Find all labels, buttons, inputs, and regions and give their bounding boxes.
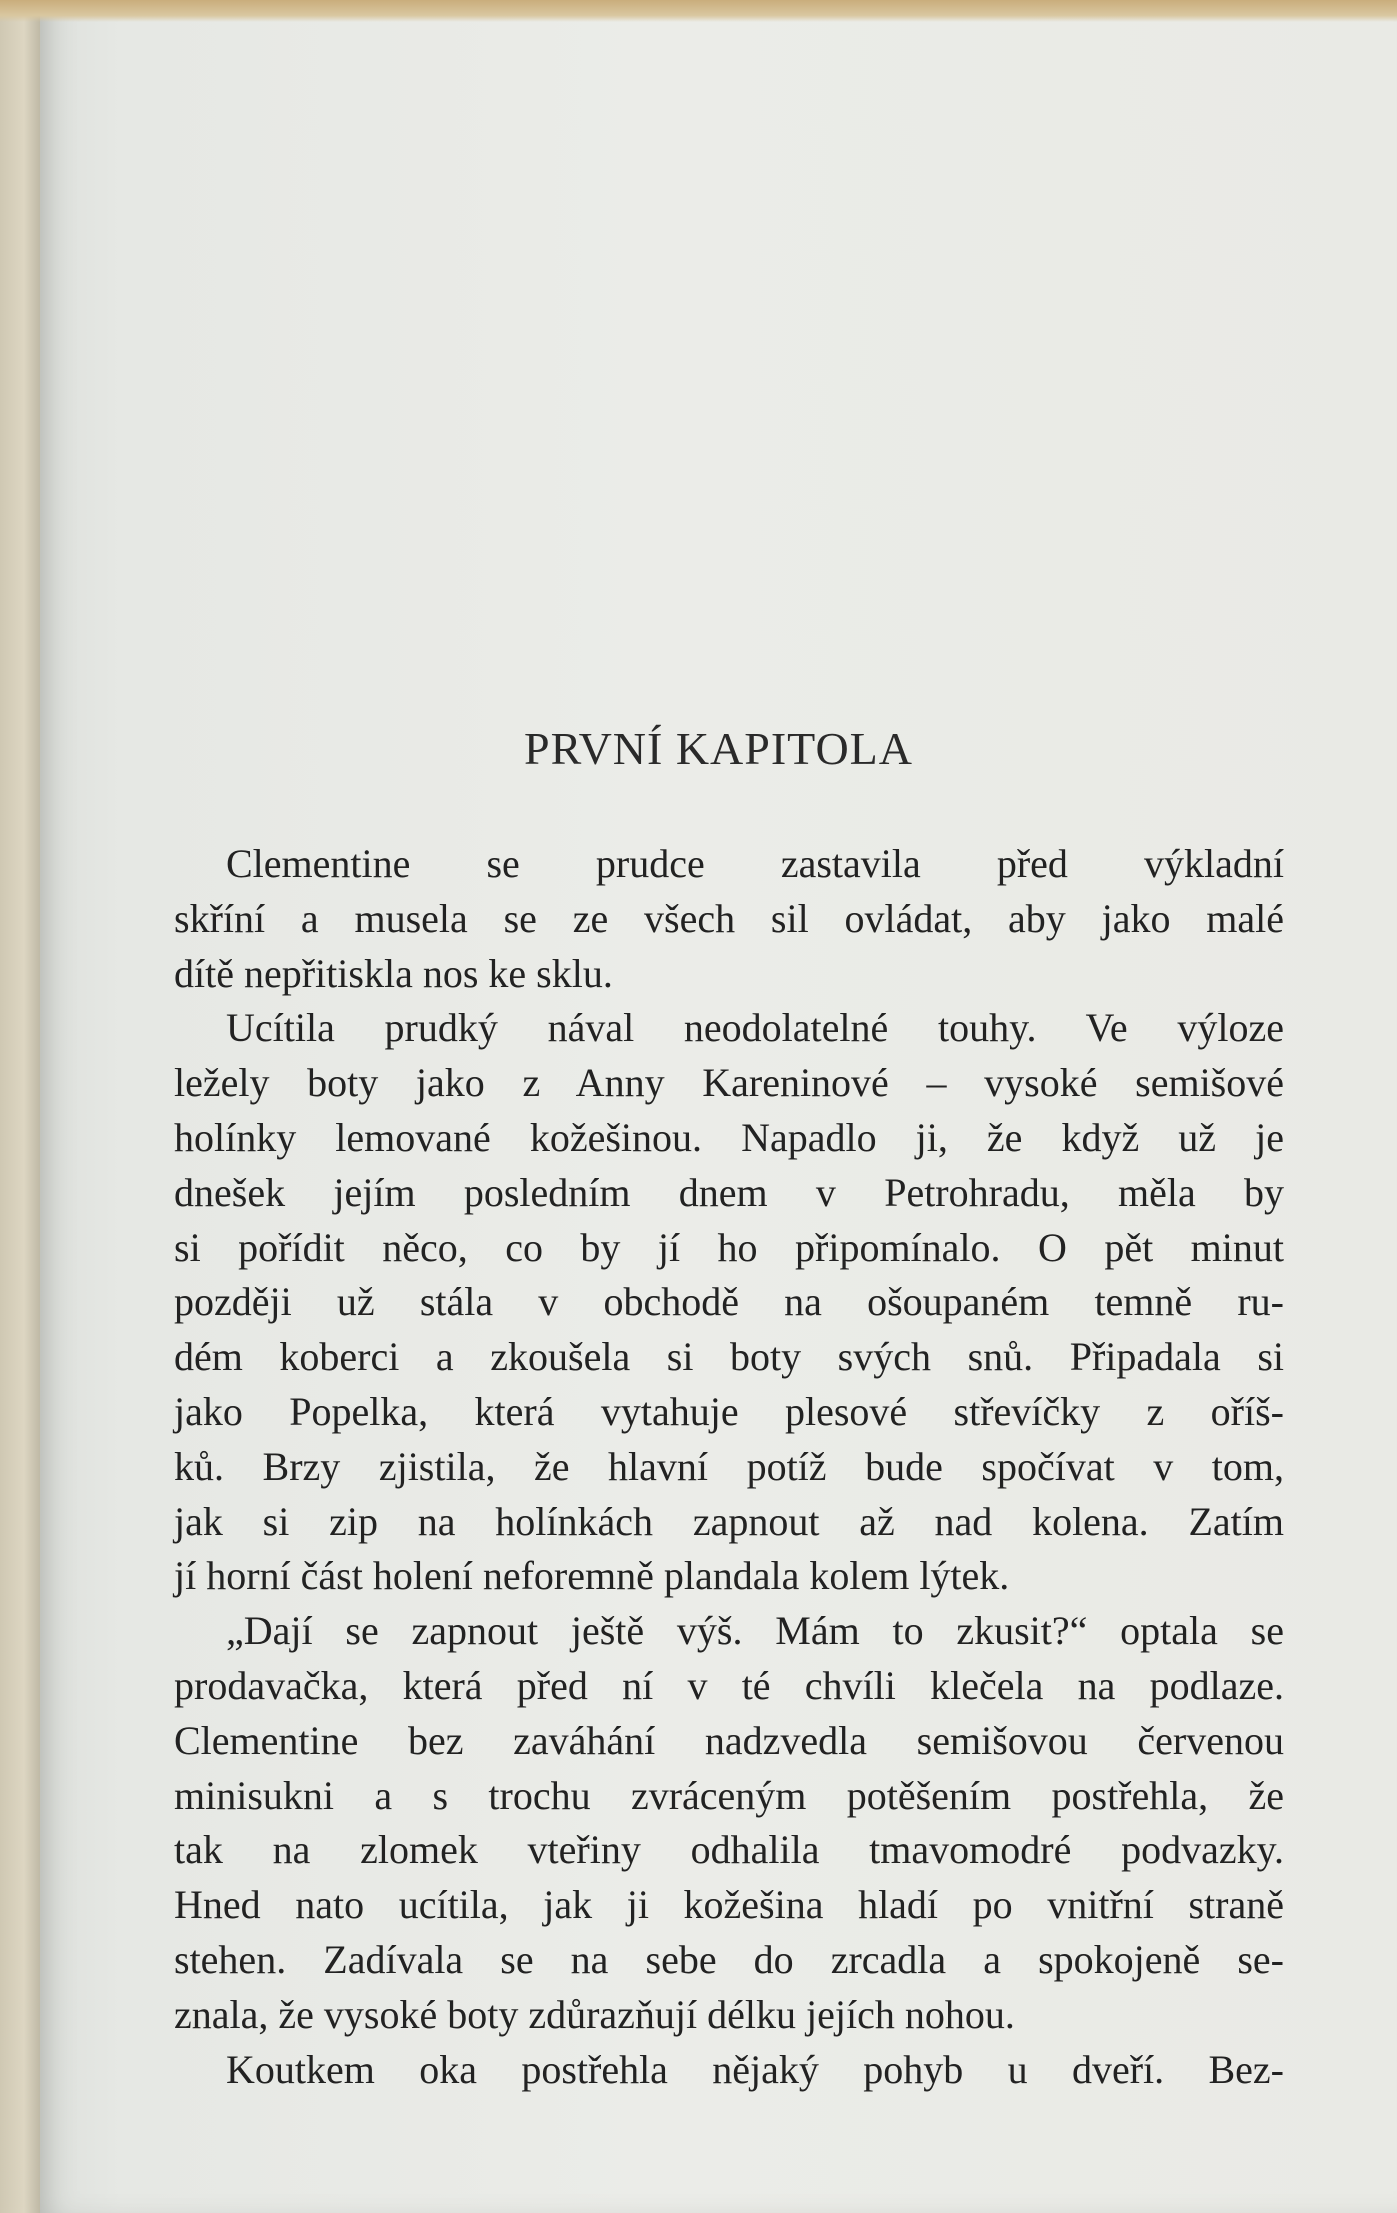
paragraph [174, 837, 1284, 1001]
paragraph [174, 1001, 1284, 1604]
paragraph [174, 1604, 1284, 2042]
text-line: dnešek jejím posledním dnem v Petrohradu, měla by [174, 1169, 1284, 1215]
text-line: ků. Brzy zjistila, že hlavní potíž bude spočívat v tom, [174, 1443, 1284, 1489]
text-line: Clementine bez zaváhání nadzvedla semišovou červenou [174, 1717, 1284, 1763]
text-line: ležely boty jako z Anny Kareninové – vysoké semišové [174, 1060, 1284, 1106]
text-line: Hned nato ucítila, jak ji kožešina hladí po vnitřní straně [174, 1882, 1284, 1928]
text-line: prodavačka, která před ní v té chvíli klečela na podlaze. [174, 1662, 1284, 1708]
paragraph [174, 2043, 1284, 2098]
text-line: dítě nepřitiskla nos ke sklu. [174, 950, 613, 996]
text-line: znala, že vysoké boty zdůrazňují délku jejích nohou. [174, 1991, 1015, 2037]
text-line: jí horní část holení neforemně plandala kolem lýtek. [174, 1553, 1010, 1599]
text-line: „Dají se zapnout ještě výš. Mám to zkusit?“ optala se [226, 1608, 1284, 1654]
text-line: Ucítila prudký nával neodolatelné touhy. Ve výloze [226, 1005, 1284, 1051]
text-line: si pořídit něco, co by jí ho připomínalo. O pět minut [174, 1224, 1284, 1270]
text-line: minisukni a s trochu zvráceným potěšením postřehla, že [174, 1772, 1284, 1818]
page-top-edge [0, 0, 1397, 22]
text-line: později už stála v obchodě na ošoupaném temně ru- [174, 1279, 1284, 1325]
text-line: Clementine se prudce zastavila před výkladní [226, 841, 1284, 886]
text-line: jako Popelka, která vytahuje plesové střevíčky z oříš- [174, 1388, 1284, 1434]
text-line: jak si zip na holínkách zapnout až nad kolena. Zatím [174, 1498, 1284, 1544]
text-line: stehen. Zadívala se na sebe do zrcadla a spokojeně se- [174, 1936, 1284, 1982]
text-line: holínky lemované kožešinou. Napadlo ji, že když už je [174, 1114, 1284, 1160]
chapter-title: PRVNÍ KAPITOLA [524, 723, 913, 774]
book-spine-edge [0, 0, 40, 2213]
body-text [174, 837, 1284, 2097]
text-line: dém koberci a zkoušela si boty svých snů. Připadala si [174, 1334, 1284, 1380]
text-line: Koutkem oka postřehla nějaký pohyb u dveří. Bez- [226, 2046, 1284, 2092]
text-line: skříní a musela se ze všech sil ovládat, aby jako malé [174, 895, 1284, 941]
text-line: tak na zlomek vteřiny odhalila tmavomodré podvazky. [174, 1827, 1284, 1873]
